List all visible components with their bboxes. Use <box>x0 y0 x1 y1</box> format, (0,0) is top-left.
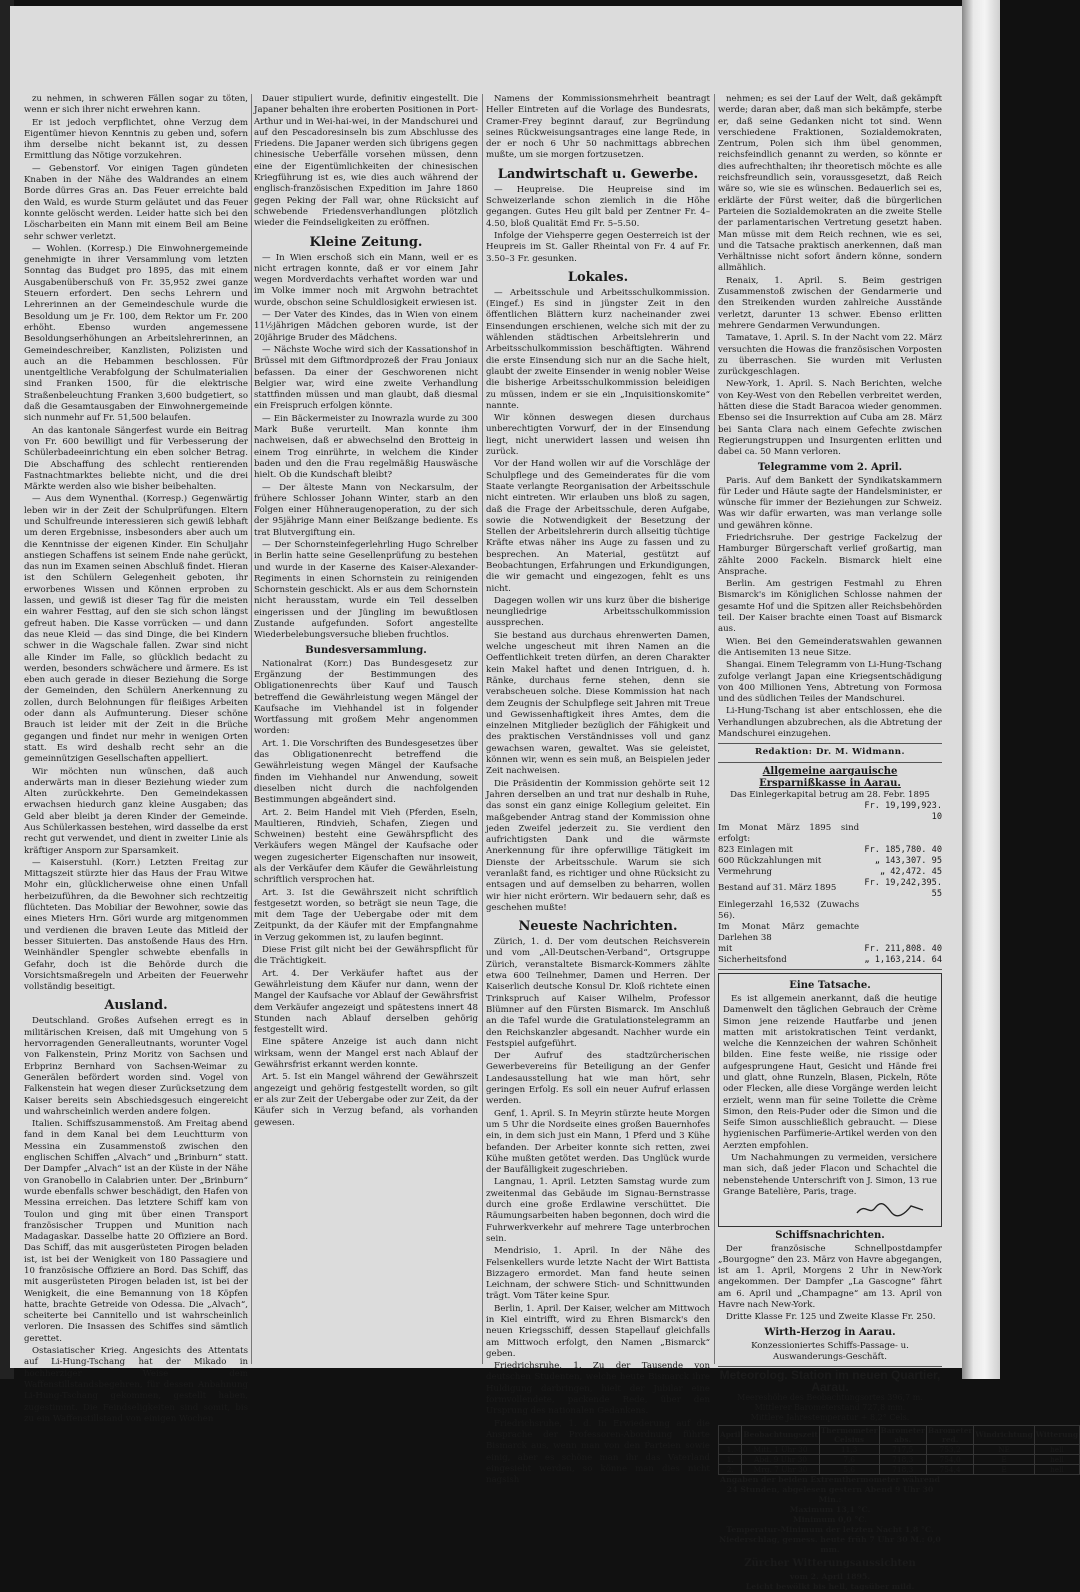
table-row <box>718 867 942 878</box>
weather-station <box>718 1368 1079 1592</box>
column-1 <box>24 94 248 1424</box>
table-cell: hell <box>1034 1444 1079 1454</box>
article-paragraph: Genf, 1. April. S. In Meyrin stürzte heute Morgen um 5 Uhr die Nordseite eines großen Bauernhofes ein, in dem sich just ein Mann, 1 Pferd und 3 Kühe befanden. Der Arbeiter konnte sich retten, zwei Kühe mußten getötet werden. Das Unglück wurde der Baufälligkeit zugeschrieben. <box>486 1108 710 1176</box>
article-paragraph: Mendrisio, 1. April. In der Nähe des Felsenkellers wurde letzte Nacht der Wirt Battista Bizzagero ermordet. Man fand heute seinen Leichnam, der schwere Stich- und Schnittwunden trägt. Vom Täter keine Spur. <box>486 1246 710 1302</box>
article-paragraph: An das kantonale Sängerfest wurde ein Beitrag von Fr. 600 bewilligt und für Verbesserung der Schülerbadeeinrichtung ein eben solcher Betrag. Die Abschaffung des schlecht rentierenden Fastnachtmarktes beliebte nicht, und die drei Märkte werden also wie bisher beibehalten. <box>24 425 248 493</box>
table-cell-value <box>859 922 942 944</box>
table-cell-value <box>859 900 942 922</box>
article-paragraph: Infolge der Viehsperre gegen Oesterreich ist der Heupreis im St. Galler Rheintal von Fr. 4 auf Fr. 3.50–3 Fr. gesunken. <box>486 230 710 264</box>
table-cell: 718,3 <box>879 1464 926 1474</box>
ad-text: Es ist allgemein anerkannt, daß die heutige Damenwelt den täglichen Gebrauch der Crème Simon jene reizende Hautfarbe und jenen matten mit aristokratischen Teint verdankt, welche die Kennzeichen der wahren Schönheit bilden. Eine feste weiße, nie rissige oder aufgesprungene Haut, Gesicht und Hände frei und glatt, ohne Runzeln, Blasen, Pickeln, Röte oder Flecken, alle diese Vorgänge werden leicht erzielt, wenn man für seine Toilette die Crème Simon, den Reis-Puder oder die Simon und die Seife Simon ausschließlich gebraucht. — Diese hygienischen Parfümerie-Artikel werden von den Aerzten empfohlen. <box>723 993 937 1151</box>
column-4 <box>718 94 1079 1591</box>
column-rule <box>714 94 715 1364</box>
article-paragraph: — Wohlen. (Korresp.) Die Einwohnergemeinde genehmigte in ihrer Versammlung vom letzten Sonntag das Budget pro 1895, das mit einem Ausgabenüberschuß von Fr. 35,952 zwei ganze Steuern erfordert. Den sechs Lehrern und Lehrerinnen an der Gemeindeschule wurde die Besoldung um je Fr. 100, dem Rektor um Fr. 200 erhöht. Ebenso wurden angemessene Besoldungserhöhungen an Arbeitslehrerinnen, an Gemeindeschreiber, Kanzlisten, Polizisten und auch an die Hebammen beschlossen. Für unentgeltliche Verabfolgung der Schulmaterialien sind Franken 1500, für die elektrische Straßenbeleuchtung Franken 3,600 budgetiert, so daß die Gesamtausgaben der Einwohnergemeinde sich nunmehr auf Fr. 51,500 belaufen. <box>24 243 248 424</box>
table-header: Beobachtungszeit <box>742 1425 819 1444</box>
divider <box>718 762 942 763</box>
table-cell-label: 600 Rückzahlungen mit <box>718 855 822 866</box>
savings-bank-report <box>718 766 942 966</box>
article-paragraph: Wir möchten nun wünschen, daß auch anderwärts man in dieser Beziehung wieder zum Alten zurückkehrte. Den Gemeindekassen erwachsen hiedurch ganz kleine Ausgaben; das Geld aber bleibt ja deren Kinder der Gemeinde. Aus Schülerkassen bestehen, wird dasselbe da erst recht gut verwendet, und dient in zweiter Linie als kräftiger Ansporn zur Sparsamkeit. <box>24 766 248 856</box>
article-paragraph: Dauer stipuliert wurde, definitiv eingestellt. Die Japaner behalten ihre eroberten Positionen in Port-Arthur und in Wei-hai-wei, in der Mandschurei und auf den Pescadoresinseln bis zum Abschlusse des Friedens. Die Japaner werden sich übrigens gegen chinesische Ueberfälle vorsehen müssen, denn eine der Eigentümlichkeiten der chinesischen Kriegführung ist es, wie dies auch während der englisch-französischen Expedition im Jahre 1860 gegen Peking der Fall war, ohne Rücksicht auf schwebende Friedensverhandlungen plötzlich wieder die Feindseligkeiten zu eröffnen. <box>254 94 478 229</box>
ad-title: Eine Tatsache. <box>789 979 871 991</box>
article-paragraph: — Aus dem Wynenthal. (Korresp.) Gegenwärtig leben wir in der Zeit der Schulprüfungen. Eltern und Schulfreunde interessieren sich gewiß lebhaft um deren Ergebnisse, insbesonders aber auch um die Kenntnisse der eigenen Kinder. Ein Schuljahr anstiegen Schaffens ist seinem Ende nahe gerückt, das nun im Examen seinen Abschluß findet. Hieran ist den Schülern Gelegenheit geboten, ihr erworbenes Wissen und Können erproben zu lassen, und gewiß ist dieser Tag für die meisten ein wahrer Festtag, auf den sie sich schon längst gefreut haben. Die Kasse vorrücken — und dann das neue Kleid — das sind Dinge, die bei Kindern schwer in die Wagschale fallen. Zwar sind nicht alle Kinder im Falle, so glücklich bedacht zu werden, besonders schwächere und ärmere. Es ist eben auch gerade in dieser Beziehung die Sorge der Gemeinden, den Schülern Anerkennung zu zollen, durch Belohnungen für fleißiges Arbeiten oder dann als Aufmunterung. Dieser schöne Brauch ist leider mit der Zeit in die Brüche gegangen und findet nur mehr in wenigen Orten statt. Es wird deshalb recht sehr an die gemeinnützigen Gesellschaften appelliert. <box>24 494 248 765</box>
table-cell-label: Sicherheitsfond <box>718 954 787 965</box>
table-cell-label: 823 Einlagen mit <box>718 844 793 855</box>
table-cell: hell <box>1034 1464 1079 1474</box>
article-paragraph: Sie bestand aus durchaus ehrenwerten Damen, welche ungescheut mit ihren Namen an die Oeffentlichkeit treten dürfen, an deren Charakter kein Makel haftet und denen Intriguen, d. h. Ränke, durchaus ferne stehen, denn sie verabscheuen solche. Diese Kommission hat nach dem Zeugnis der Schulpflege seit Jahren mit Treue und Gewissenhaftigkeit ihres Amtes, dem die einzelnen Mitglieder bezüglich der Fähigkeit und des praktischen Verständnisses voll und ganz gewachsen waren, gewaltet. Was sie geleistet, können wir, wenn es sein muß, an Beispielen jeder Zeit nachweisen. <box>486 630 710 777</box>
table-cell-label: Vermehrung <box>718 866 773 877</box>
table-row <box>718 845 942 856</box>
shipping-news <box>718 1230 942 1364</box>
table-row <box>718 801 942 823</box>
table-cell: 5,6 <box>819 1464 879 1474</box>
table-cell-label: Bestand auf 31. März 1895 <box>718 883 837 894</box>
table-row <box>718 900 942 922</box>
table-cell-value <box>859 823 942 845</box>
weather-note: Temperatur-Minimum der letzten Nacht 1,8 °C. <box>726 1524 934 1534</box>
article-paragraph: Paris. Auf dem Bankett der Syndikatskammern für Leder und Häute sagte der Handelsminister, er wünsche für immer der Beziehungen zur Schweiz. Was wir dafür erwarten, was man verlange solle und gewähren könne. <box>718 475 942 531</box>
article-paragraph: Dagegen wollen wir uns kurz über die bisherige neungliedrige Arbeitsschulkommission aussprechen. <box>486 595 710 629</box>
table-cell: NE <box>974 1444 1034 1454</box>
table-cell: 1. <box>719 1444 742 1454</box>
article-paragraph: Zürich, 1. d. Der vom deutschen Reichsverein und vom „All-Deutschen-Verband“, Ortsgruppe Zürich, veranstaltete Bismarck-Kommers zählte etwa 600 Teilnehmer, Damen und Herren. Der Kaiserlich deutsche Konsul Dr. Kloß richtete einen Trinkspruch auf Kaiser Wilhelm, Professor Blümner auf den Fürsten Bismarck. Im Anschluß an die Tafel wurde die Gratulationstelegramm an den Reichskanzler abgesandt. Nachher wurde ein Festspiel aufgeführt. <box>486 937 710 1049</box>
table-cell-value: Fr. 19,242,395. 55 <box>864 877 942 899</box>
article-paragraph: Diese Frist gilt nicht bei der Gewährspflicht für die Trächtigkeit. <box>254 945 478 967</box>
divider <box>718 1366 942 1367</box>
table-cell: 11,3 <box>819 1444 879 1454</box>
table-cell: 717,5 <box>879 1444 926 1454</box>
savings-bank-subtitle: Das Einlegerkapital betrug am 28. Febr. 1895 <box>730 789 930 800</box>
table-row <box>718 944 942 955</box>
divider <box>718 969 942 970</box>
table-cell-label <box>718 801 859 823</box>
column-rule <box>482 94 483 1364</box>
article-paragraph: — Der älteste Mann von Neckarsulm, der frühere Schlosser Johann Winter, starb an den Folgen einer Hühneraugenoperation, zu der sich der 95jährige Mann einer Beißzange bediente. Es trat Blutvergiftung ein. <box>254 482 478 538</box>
ad-warning: Um Nachahmungen zu vermeiden, versichere man sich, daß jeder Flacon und Schachtel die nebenstehende Unterschrift von J. Simon, 13 rue Grange Batelière, Paris, trage. <box>723 1153 937 1197</box>
table-cell-value: „ 143,307. 95 <box>874 855 942 866</box>
article-paragraph: Italien. Schiffszusammenstoß. Am Freitag abend fand in dem Kanal bei dem Leuchtturm von Messina ein Zusammenstoß zwischen den englischen Schiffen „Alvach“ und „Brinburn“ statt. Der Dampfer „Alvach“ ist an der Küste in der Nähe von Granobello in Calabrien unter. Der „Brinburn“ wurde ebenfalls schwer beschädigt, den Hafen von Messina erreichen. Das letztere Schiff kam von Toulon und ging mit über einen Transport französischer Truppen und Munition nach Madagaskar. Dasselbe hatte 20 Offiziere an Bord. Das Schiff, das mit ausgerüsteten Pirogen beladen ist, ist bei der Wenigkeit von 180 Passagiere und 10 französische Offiziere an Bord. Das Schiff, das mit ausgerüsteten Pirogen beladen ist, ist bei der Wenigkeit, die eine Bemannung von 18 Köpfen hatte, brachte Getreide von Odessa. Die „Alvach“, scheiterte bei Cannitello und ist wahrscheinlich verloren. Die Insassen des Schiffes sind sämtlich gerettet. <box>24 1119 248 1344</box>
section-heading-neueste-nachrichten: Neueste Nachrichten. <box>518 919 678 935</box>
article-paragraph: Ostasiatischer Krieg. Angesichts des Attentats auf Li-Hung-Tschang hat der Mikado in hochherziger Weise dem Waffenstillstandsbegehren, für dessen Anbahnung Li-Hung-Tschang gekommen, gestellt haben, zugestimmt. Die Feindseligkeiten sind somit, bis zu ein Waffenstillstand von einigen Wochen <box>24 1346 248 1424</box>
editor-credit: Redaktion: Dr. M. Widmann. <box>754 747 906 758</box>
shipping-agent: Wirth-Herzog in Aarau. <box>764 1326 896 1338</box>
table-row <box>718 955 942 966</box>
shipping-title: Schiffsnachrichten. <box>775 1229 885 1241</box>
table-row <box>719 1454 1080 1464</box>
article-paragraph: Art. 1. Die Vorschriften des Bundesgesetzes über das Obligationenrecht betreffend die Gewährleistung wegen Mängel der Kaufsache finden im Viehhandel nur Anwendung, soweit dieselben nicht durch die nachfolgenden Bestimmungen abgeändert sind. <box>254 738 478 806</box>
article-paragraph: Der Aufruf des stadtzürcherischen Gewerbevereins für Beteiligung an der Genfer Landesausstellung hat wie man hört, sehr geringen Erfolg. Es soll ein neuer Aufruf erlassen werden. <box>486 1051 710 1107</box>
article-paragraph: — Arbeitsschule und Arbeitsschulkommission. (Eingef.) Es sind in jüngster Zeit in den öffentlichen Blättern kurz nacheinander zwei Einsendungen erschienen, welche sich mit der zu wählenden städtischen Arbeitslehrerin und Arbeitsschulkommission beschäftigten. Während die erste Einsendung sich nur an die Sache hielt, glaubt der zweite Einsender in wenig nobler Weise die bisherige Arbeitsschulkommission beleidigen zu müssen, indem er sie ein „Inquisitionskomite“ nannte. <box>486 287 710 411</box>
article-paragraph: Li-Hung-Tschang ist aber entschlossen, ehe die Verhandlungen abzubrechen, als die Abtretung der Mandschurei einzugehen. <box>718 706 942 740</box>
scan-page-edge <box>962 0 1000 1379</box>
weather-info: Mittlerer Barometerstand 727,8 mm. <box>754 1402 906 1412</box>
table-cell: 1. <box>719 1454 742 1464</box>
divider <box>718 743 942 744</box>
table-cell: E <box>974 1454 1034 1464</box>
weather-note: Angaben der beiden Extremthermometer während 24 Stunden, abgelesen gestern Abend 9 Uhr 30 Min.: <box>720 1474 940 1504</box>
article-paragraph: Langnau, 1. April. Letzten Samstag wurde zum zweitenmal das Gebäude im Signau-Bernstrasse durch eine große Erdlawine verschüttet. Die Räumungsarbeiten haben begonnen, doch wird die Fuhrwerkverkehr auf mehrere Tage unterbrochen sein. <box>486 1177 710 1244</box>
table-cell-label: mit <box>718 943 733 954</box>
article-paragraph: Die Präsidentin der Kommission gehörte seit 12 Jahren derselben an und trat nur deshalb in Ruhe, das sonst ein ganz einige Kollegium geleitet. Ein maßgebender Antrag stand der Kommission ohne jeden Zweifel jederzeit zu. Sie verdient den aufrichtigsten Dank und die wärmste Anerkennung für ihre opferwillige Tätigkeit im Dienste der Arbeitsschule. Warum sie sich veranlaßt fand, es richtiger und ohne Rücksicht zu entsagen und auf demselben zu beharren, wollen wir hier nicht erörtern. Wir bedauern sehr, daß es geschehen mußte! <box>486 778 710 913</box>
table-cell: 7,6 <box>819 1454 879 1464</box>
table-cell: hell <box>1034 1454 1079 1464</box>
article-paragraph: — Der Vater des Kindes, das in Wien von einem 11½jährigen Mädchen geboren wurde, ist der 20jährige Bruder des Mädchens. <box>254 310 478 343</box>
table-cell-label: Einlegerzahl 16,532 (Zuwachs 56). <box>718 899 860 921</box>
article-paragraph: nehmen; es sei der Lauf der Welt, daß gekämpft werde; daran aber, daß man sich bekämpfe, sterbe er, daß seine Gedanken nicht tot sind. Wenn verschiedene Fraktionen, Sozialdemokraten, Zentrum, Polen sich ihm übel genommen, reichsfeindlich genannt zu werden, so könnte er dies aufrechthalten; ihr theoretisch möchte es alle reichsfreundlich sein, voraussgesetzt, daß Reich wäre so, wie sie es wünschen. Bedauerlich sei es, erklärte der Fürst weiter, daß die bürgerlichen Parteien die Sozialdemokraten an die zweite Stelle der parlamentarischen Vertretung gesetzt haben. Man müsse mit dem Reich rechnen, wie es sei, und die Tatsache praktisch anerkennen, daß man Verhältnisse nicht sofort ändern könne, sondern allmählich. <box>718 94 942 274</box>
section-heading-landwirtschaft: Landwirtschaft u. Gewerbe. <box>497 166 699 182</box>
table-cell-value: Fr. 185,780. 40 <box>864 844 942 855</box>
article-paragraph: Wir können deswegen diesen durchaus unberechtigten Vorwurf, der in der Einsendung liegt, nicht unerwidert lassen und weisen ihn zurück. <box>486 413 710 458</box>
forecast-date: vom 2. April 1895. <box>789 1571 871 1581</box>
article-paragraph: Tamatave, 1. April. S. In der Nacht vom 22. März versuchten die Howas die französischen Vorposten zu überraschen. Sie wurden mit Verlusten zurückgeschlagen. <box>718 333 942 378</box>
weather-station-title: Meteorolog. Station im neuen Quartier, <box>719 1368 941 1383</box>
shipping-prices: Dritte Klasse Fr. 125 und Zweite Klasse Fr. 250. <box>726 1312 936 1323</box>
table-cell: 753,2 <box>926 1444 973 1454</box>
table-header: Witterung <box>1034 1425 1079 1444</box>
table-cell: 718,3 <box>879 1454 926 1464</box>
article-paragraph: Nationalrat (Korr.) Das Bundesgesetz zur Ergänzung der Bestimmungen des Obligationenrechts über Kauf und Tausch betreffend die Gewährleistung wegen Mängel der Kaufsache im Viehhandel ist in folgender Wortfassung mit großem Mehr angenommen worden: <box>254 658 478 737</box>
article-paragraph: Friedrichsruhe, 1. Zu der Tausende von deutschen Studenten, welche heute Bismarck ihre Huldigung darbringen, hielt der Jubilar eine formvollendete, packende Rede, über den Ursprung des nationalen Gedankens. <box>486 1361 710 1417</box>
article-paragraph: Friedrichsruhe, 1. d. In Erwiederung auf die Ansprache der Professoren-Abordnung führte Bismarck aus, wenn man von den Parteien sowie einig, aber es schöne man ihr das Vaterland eingesieht werden, so könne man dies nicht nagsish <box>486 1418 710 1486</box>
table-row <box>718 878 942 900</box>
table-cell-value: Fr. 211,808. 40 <box>864 943 942 954</box>
section-heading-ausland: Ausland. <box>104 998 168 1014</box>
article-paragraph: Eine spätere Anzeige ist auch dann nicht wirksam, wenn der Mangel erst nach Ablauf der Gewährsfrist erkannt werden konnte. <box>254 1037 478 1071</box>
section-heading-bundesversammlung: Bundesversammlung. <box>305 644 427 656</box>
column-rule <box>251 94 252 1364</box>
table-cell-label: Im Monat März 1895 sind erfolgt: <box>718 822 860 844</box>
table-cell-value: „ 42,472. 45 <box>879 866 942 877</box>
article-paragraph: — Nächste Woche wird sich der Kassationshof in Brüssel mit dem Giftmordprozeß der Frau Joniaux befassen. Da einer der Geschworenen nicht Belgier war, wird eine zweite Verhandlung stattfinden müssen und man glaubt, daß diesmal ein Freispruch erfolgen könnte. <box>254 344 478 412</box>
weather-info: Meereshöhe des Beobachtungsortes 396,7 m. <box>737 1392 923 1402</box>
article-paragraph: Art. 5. Ist ein Mangel während der Gewährszeit angezeigt und gehörig festgestellt worden, so gilt er als zur Zeit der Uebergabe oder zur Zeit, da der Käufer sich in Verzug befand, als vorhanden gewesen. <box>254 1072 478 1128</box>
table-row <box>719 1464 1080 1474</box>
weather-note: Maximum 13,1 °C. <box>789 1504 871 1514</box>
article-paragraph: Er ist jedoch verpflichtet, ohne Verzug dem Eigentümer hievon Kenntnis zu geben und, sofern ihm derselbe nicht bekannt ist, zu dessen Ermittlung das Nötige vorzukehren. <box>24 117 248 162</box>
article-paragraph: — In Wien erschoß sich ein Mann, weil er es nicht ertragen konnte, daß er vor einem Jahr wegen Mordverdachts verhaftet worden war und im Volke immer noch mit Argwohn betrachtet wurde, obschon seine Schuldlosigkeit erwiesen ist. <box>254 252 478 308</box>
article-paragraph: Deutschland. Großes Aufsehen erregt es in militärischen Kreisen, daß mit Umgehung von 5 hervorragenden Generalleutnants, worunter Vogel von Falkenstein, Prinz Moritz von Sachsen und Erbprinz Bernhard von Sachsen-Weimar zu Generälen befördert worden sind. Vogel von Falkenstein hat wegen dieser Zurücksetzung dem Kaiser bereits sein Abschiedsgesuch eingereicht und wahrscheinlich werden andere folgen. <box>24 1016 248 1117</box>
forecast-text: Leicht bewölkt bis hell, tagsüber mild. <box>745 1581 915 1591</box>
article-paragraph: — Gebenstorf. Vor einigen Tagen gündeten Knaben in der Nähe des Waldrandes an einem Borde dürres Gras an. Das Feuer erreichte bald den Wald, es wurde Sturm geläutet und das Feuer konnte gelöscht werden. Leider hatte sich bei den Löscharbeiten ein Mann mit einem Beil am Beine sehr schwer verletzt. <box>24 163 248 242</box>
table-cell: 754,4 <box>926 1464 973 1474</box>
signature-image <box>735 1200 925 1220</box>
table-row <box>718 856 942 867</box>
table-cell: Mitt. 1 Uhr 30 <box>742 1444 819 1454</box>
article-paragraph: Wien. Bei den Gemeinderatswahlen gewannen die Antisemiten 13 neue Sitze. <box>718 636 942 658</box>
column-2 <box>254 94 478 1364</box>
signature-icon <box>855 1200 925 1218</box>
table-cell: Mrg. 7 Uhr 30 <box>742 1464 819 1474</box>
weather-station-place: Aarau. <box>811 1379 849 1394</box>
article-paragraph: zu nehmen, in schweren Fällen sogar zu töten, wenn er sich ihrer nicht erwehren kann. <box>24 94 248 116</box>
table-cell-value: „ 1,163,214. 64 <box>864 954 942 965</box>
article-paragraph: Art. 4. Der Verkäufer haftet aus der Gewährleistung dem Käufer nur dann, wenn der Mangel der Kaufsache vor Ablauf der Gewährsfrist dem Verkäufer angezeigt und spätestens innert 48 Stunden nach Ablauf derselben gehörig festgestellt wird. <box>254 968 478 1036</box>
article-paragraph: — Ein Bäckermeister zu Inowrazla wurde zu 300 Mark Buße verurteilt. Man konnte ihm nachweisen, daß er abwechselnd den Brotteig in einem Trog einrührte, in welchem die Kinder baden und den die Frau regelmäßig Hauswäsche hielt. Ob die Kundschaft bleibt? <box>254 413 478 481</box>
table-header: Thermometer Celsius <box>820 1425 878 1444</box>
table-cell-label: Im Monat März gemachte Darlehen 38 <box>718 921 860 943</box>
newspaper-page <box>24 94 1079 1591</box>
table-header: Windrichtung <box>974 1425 1034 1444</box>
article-paragraph: — Der Schornsteinfegerlehrling Hugo Schrelber in Berlin hatte seine Gesellenprüfung zu bestehen und wurde in der Kaserne des Kaiser-Alexander-Regiments in einen Schornstein zu reinigenden Schornstein geschickt. Als er aus dem Schornstein nicht herausstam, wurde ein Teil desselben eingerissen und der Jüngling im bewußtlosen Zustande aufgefunden. Sofort angestellte Wiederbelebungsversuche blieben fruchtlos. <box>254 539 478 641</box>
section-heading-lokales: Lokales. <box>567 269 629 285</box>
article-paragraph: Shangai. Einem Telegramm von Li-Hung-Tschang zufolge verlangt Japan eine Kriegsentschädigung von 400 Millionen Yens, Abtretung von Formosa und des südlichen Teiles der Mandschurei. <box>718 660 942 705</box>
table-row <box>719 1444 1080 1454</box>
shipping-text: Der französische Schnellpostdampfer „Bourgogne“ den 23. März von Havre abgegangen, ist am 1. April, Morgens 2 Uhr in New-York angekommen. Der Dampfer „La Gascogne“ fährt am 6. April und „Champagne“ am 13. April von Havre nach New-York. <box>718 1243 942 1311</box>
table-header: Barometer abs. <box>880 1425 925 1444</box>
column-3 <box>486 94 710 1486</box>
section-heading-kleine-zeitung: Kleine Zeitung. <box>309 234 423 250</box>
article-paragraph: — Kaiserstuhl. (Korr.) Letzten Freitag zur Mittagszeit stürzte hier das Haus der Frau Witwe Mohr ein, glücklicherweise ohne einen Unfall herbeizuführen, da die Bewohner sich rechtzeitig flüchteten. Das Mobiliar der Bewohner, sowie das eines Mieters Hrn. Göri wurde arg mitgenommen und verdienen die braven Leute das Mitleid der besser Situierten. Das anstoßende Haus des Hrn. Weinhändler Spengler schwebte ebenfalls in Gefahr, doch ist die Behörde durch die Vorsichtsmaßregeln und Arbeiten der Feuerwehr vollständig beseitigt. <box>24 857 248 993</box>
savings-bank-title: Allgemeine aargauische Ersparnißkasse in Aarau. <box>759 765 901 789</box>
table-header: Barometer red. <box>927 1425 973 1444</box>
article-paragraph: — Heupreise. Die Heupreise sind im Schweizerlande schon ziemlich in die Höhe gegangen. Gutes Heu gilt bald per Zentner Fr. 4–4.50, bloß Qualität Emd Fr. 5–5.50. <box>486 184 710 229</box>
section-heading-telegramme: Telegramme vom 2. April. <box>757 461 903 473</box>
table-cell-value: Fr. 19,199,923. 10 <box>864 800 942 822</box>
article-paragraph: Namens der Kommissionsmehrheit beantragt Heller Eintreten auf die Vorlage des Bundesrats, Cramer-Frey beginnt darauf, zur Begründung seines Rückweisungsantrages eine lange Rede, in der er noch 6 Uhr 50 nachmittags abbrechen mußte, um sie morgen fortzusetzen. <box>486 94 710 161</box>
table-header-row <box>719 1425 1080 1444</box>
weather-note: Niederschlag, gemess. heute früh 7 Uhr 30 M.: 0,0 mm. <box>719 1534 941 1554</box>
table-cell: 2. <box>719 1464 742 1474</box>
forecast-title: Zürcher Witterungsaussichten <box>744 1557 916 1569</box>
table-cell: 754,0 <box>926 1454 973 1464</box>
table-header: April <box>719 1425 742 1444</box>
article-paragraph: Berlin, 1. April. Der Kaiser, welcher am Mittwoch in Kiel eintrifft, wird zu Ehren Bismarck's den neuen Kriegsschiff, dessen Stapellauf gleichfalls am Mittwoch erfolgt, den Namen „Bismarck“ geben. <box>486 1303 710 1359</box>
table-cell: E <box>974 1464 1034 1474</box>
table-row <box>718 823 942 845</box>
weather-info: Mittlere Jahrestemperatur + 8,2° Cels. <box>750 1412 910 1422</box>
article-paragraph: Berlin. Am gestrigen Festmahl zu Ehren Bismarck's im Königlichen Schlosse nahmen der gesamte Hof und die Spitzen aller Reichsbehörden teil. Der Kaiser brachte einen Toast auf Bismarck aus. <box>718 579 942 635</box>
article-paragraph: New-York, 1. April. S. Nach Berichten, welche von Key-West von den Rebellen verbreitet werden, hätten diese die Stadt Baracoa wieder genommen. Ebenso sei die Insurrektion auf Cuba am 28. März bei Santa Clara nach einem Gefechte zwischen Regierungstruppen und Insurgenten erlitten und dabei ca. 50 Mann verloren. <box>718 379 942 458</box>
article-paragraph: Friedrichsruhe. Der gestrige Fackelzug der Hamburger Bürgerschaft verlief großartig, man zählte 2000 Fackeln. Bismarck hielt eine Ansprache. <box>718 532 942 577</box>
table-row <box>718 922 942 944</box>
savings-bank-table <box>718 801 942 966</box>
article-paragraph: Art. 3. Ist die Gewährszeit nicht schriftlich festgesetzt worden, so beträgt sie neun Tage, die mit dem Tage der Uebergabe oder mit dem Zeitpunkt, da der Käufer mit der Empfangnahme in Verzug gekommen ist, zu laufen beginnt. <box>254 887 478 943</box>
article-paragraph: Art. 2. Beim Handel mit Vieh (Pferden, Eseln, Maultieren, Rindvieh, Schafen, Ziegen und Schweinen) besteht eine Gewährspflicht des Verkäufers wegen Mängel der Kaufsache oder wegen zugesicherter Eigenschaften nur insoweit, als der Verkäufer dem Käufer die Gewährleistung schriftlich versprochen hat. <box>254 807 478 886</box>
article-paragraph: Vor der Hand wollen wir auf die Vorschläge der Schulpflege und des Gemeinderates für die vom Staate verlangte Reorganisation der Arbeitsschule nicht eintreten. Wir erlauben uns bloß zu sagen, daß die Frage der Arbeitsschule, deren Aufgabe, sowie die Notwendigkeit der Besetzung der Stellen der Arbeitslehrerin durch allseitig tüchtige Kräfte etwas näher ins Auge zu fassen und zu besprechen. An Material, gestützt auf Beobachtungen, Erfahrungen und Erkundigungen, die wir gemacht und eingezogen, fehlt es uns nicht. <box>486 459 710 594</box>
weather-note: Minimum 0,0 °C. <box>792 1514 868 1524</box>
advertisement-creme-simon <box>718 973 942 1227</box>
shipping-agent-desc: Konzessioniertes Schiffs-Passage- u. Auswanderungs-Geschäft. <box>751 1340 909 1362</box>
article-paragraph: Renaix, 1. April. S. Beim gestrigen Zusammenstoß zwischen der Gendarmerie und den Streikenden wurden zahlreiche Ausstände verletzt, darunter 13 schwer. Ebenso erlitten mehrere Gendarmen Verwundungen. <box>718 275 942 331</box>
weather-table <box>718 1425 1080 1475</box>
table-cell: Abd. 9 Uhr 30 <box>742 1454 819 1464</box>
